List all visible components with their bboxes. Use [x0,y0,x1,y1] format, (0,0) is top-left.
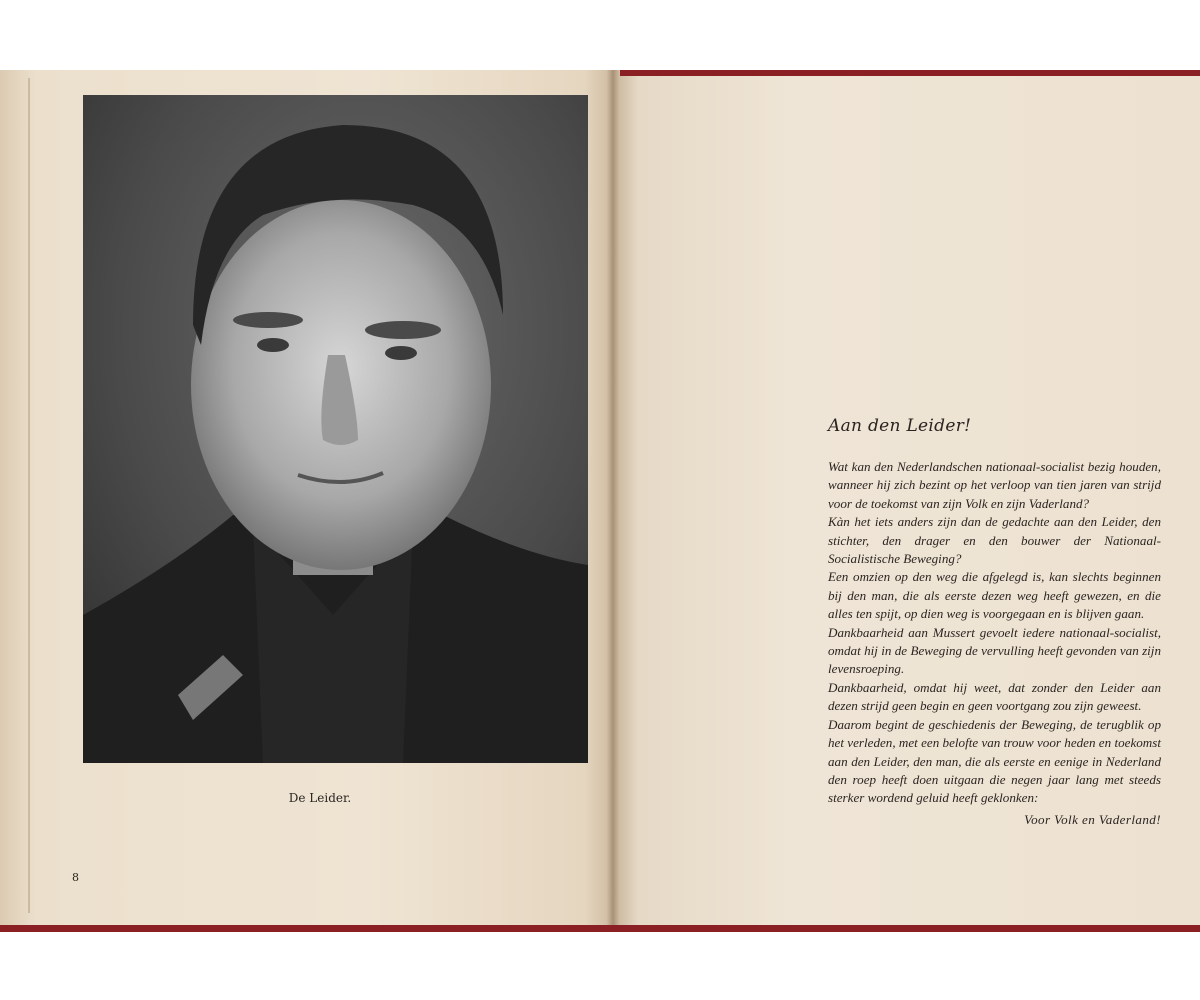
paragraph: Dankbaarheid, omdat hij weet, dat zonder den Leider aan dezen strijd geen begin en geen voortgang zou zijn geweest. [828,679,1161,714]
paragraph: Wat kan den Nederlandschen nationaal-socialist bezig houden, wanneer hij zich bezint op het verloop van tien jaren van strijd voor de toekomst van zijn Volk en zijn Vaderland? [828,459,1161,511]
photo-caption: De Leider. [288,791,352,805]
book-gutter [606,70,620,925]
portrait-photo [83,95,588,763]
page-number: 8 [72,871,79,884]
dedication-text [828,416,1161,828]
page-heading: Aan den Leider! [828,416,972,436]
paragraph: Dankbaarheid aan Mussert gevoelt iedere nationaal-socialist, omdat hij in de Beweging de vervulling heeft gevonden van zijn levensroeping. [828,624,1161,677]
paragraph: Een omzien op den weg die afgelegd is, kan slechts beginnen bij den man, die als eerste dezen weg heeft gewezen, en die alles ten spijt, op dien weg is voorgegaan en is blijven gaan. [828,569,1161,622]
paragraph: Daarom begint de geschiedenis der Beweging, de terugblik op het verleden, met een belofte van trouw voor heden en toekomst aan den Leider, den man, die als eerste en eenige in Nederland den roep heeft doen uitgaan die negen jaar lang met steeds sterker wordend geluid heeft geklonken: [828,716,1161,806]
page-edge [28,78,30,913]
closing-slogan: Voor Volk en Vaderland! [1024,811,1161,827]
paragraph: Kàn het iets anders zijn dan de gedachte aan den Leider, den stichter, den drager en den bouwer der Nationaal-Socialistische Beweging? [828,514,1161,567]
